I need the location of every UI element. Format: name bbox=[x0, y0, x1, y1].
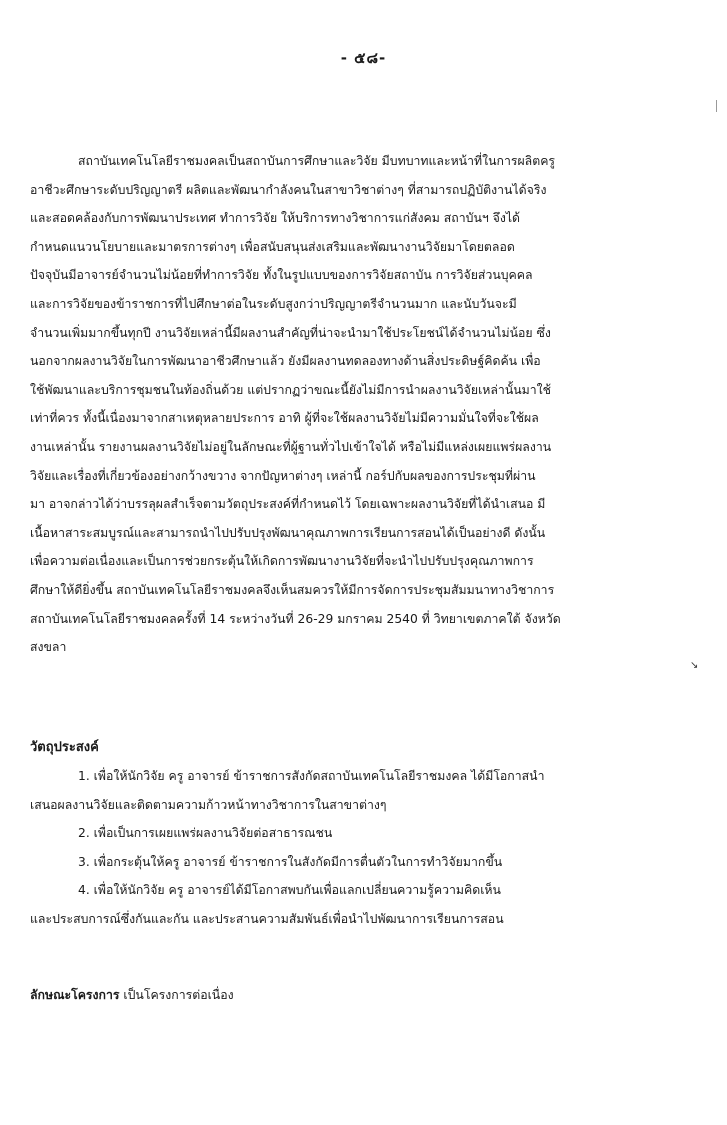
intro-line: มา อาจกล่าวได้ว่าบรรลุผลสำเร็จตามวัตถุประสงค์ที่กำหนดไว้ โดยเฉพาะผลงานวิจัยที่ได้นำเสนอ มี bbox=[30, 497, 546, 512]
intro-line: ศึกษาให้ดียิ่งขึ้น สถาบันเทคโนโลยีราชมงคลจึงเห็นสมควรให้มีการจัดการประชุมสัมมนาทางวิชาการ bbox=[30, 582, 555, 597]
page-number: - ๕๘- bbox=[340, 49, 387, 67]
project-type-value: เป็นโครงการต่อเนื่อง bbox=[123, 988, 234, 1002]
intro-line: อาชีวะศึกษาระดับปริญญาตรี ผลิตและพัฒนากำลังคนในสาขาวิชาต่างๆ ที่สามารถปฏิบัติงานได้จริง bbox=[30, 182, 547, 197]
intro-line: เท่าที่ควร ทั้งนี้เนื่องมาจากสาเหตุหลายประการ อาทิ ผู้ที่จะใช้ผลงานวิจัยไม่มีความมั่นใจที่จะใช้ผล bbox=[30, 411, 539, 426]
intro-line: และสอดคล้องกับการพัฒนาประเทศ ทำการวิจัย ให้บริการทางวิชาการแก่สังคม สถาบันฯ จึงได้ bbox=[30, 211, 521, 226]
intro-line: สถาบันเทคโนโลยีราชมงคลเป็นสถาบันการศึกษาและวิจัย มีบทบาทและหน้าที่ในการผลิตครู bbox=[78, 154, 556, 168]
objective-item: 1. เพื่อให้นักวิจัย ครู อาจารย์ ข้าราชการสังกัดสถาบันเทคโนโลยีราชมงคล ได้มีโอกาสนำ bbox=[78, 769, 545, 783]
intro-line: นอกจากผลงานวิจัยในการพัฒนาอาชีวศึกษาแล้ว ยังมีผลงานทดลองทางด้านสิ่งประดิษฐ์คิดค้น เพื่อ bbox=[30, 354, 541, 369]
objectives-list bbox=[30, 762, 678, 934]
objective-item: 3. เพื่อกระตุ้นให้ครู อาจารย์ ข้าราชการในสังกัดมีการตื่นตัวในการทำวิจัยมากขึ้น bbox=[78, 854, 503, 869]
project-type bbox=[30, 986, 234, 1005]
objective-item: 4. เพื่อให้นักวิจัย ครู อาจารย์ได้มีโอกาสพบกันเพื่อแลกเปลี่ยนความรู้ความคิดเห็น bbox=[78, 883, 501, 898]
objective-item-continuation: เสนอผลงานวิจัยและติดตามความก้าวหน้าทางวิชาการในสาขาต่างๆ bbox=[30, 797, 387, 812]
intro-line: กำหนดแนวนโยบายและมาตรการต่างๆ เพื่อสนับสนุนส่งเสริมและพัฒนางานวิจัยมาโดยตลอด bbox=[30, 239, 515, 254]
side-mark: ↘ bbox=[690, 660, 699, 671]
intro-line: สถาบันเทคโนโลยีราชมงคลครั้งที่ 14 ระหว่างวันที่ 26-29 มกราคม 2540 ที่ วิทยาเขตภาคใต้ จังหวัด bbox=[30, 611, 561, 626]
intro-line: เนื้อหาสาระสมบูรณ์และสามารถนำไปปรับปรุงพัฒนาคุณภาพการเรียนการสอนได้เป็นอย่างดี ดังนั้น bbox=[30, 525, 546, 540]
intro-line: ใช้พัฒนาและบริการชุมชนในท้องถิ่นด้วย แต่ปรากฏว่าขณะนี้ยังไม่มีการนำผลงานวิจัยเหล่านั้นมาใช้ bbox=[30, 382, 552, 397]
objective-item-continuation: และประสบการณ์ซึ่งกันและกัน และประสานความสัมพันธ์เพื่อนำไปพัฒนาการเรียนการสอน bbox=[30, 911, 504, 926]
intro-line: และการวิจัยของข้าราชการที่ไปศึกษาต่อในระดับสูงกว่าปริญญาตรีจำนวนมาก และนับวันจะมี bbox=[30, 296, 517, 311]
project-type-label: ลักษณะโครงการ bbox=[30, 988, 120, 1002]
intro-paragraph bbox=[30, 147, 678, 662]
intro-line: ปัจจุบันมีอาจารย์จำนวนไม่น้อยที่ทำการวิจัย ทั้งในรูปแบบของการวิจัยสถาบัน การวิจัยส่วนบุคคล bbox=[30, 268, 533, 283]
objectives-heading: วัตถุประสงค์ bbox=[30, 740, 99, 755]
intro-line: สงขลา bbox=[30, 640, 67, 655]
intro-line: งานเหล่านั้น รายงานผลงานวิจัยไม่อยู่ในลักษณะที่ผู้ฐานทั่วไปเข้าใจได้ หรือไม่มีแหล่งเผยแพร่ผลงาน bbox=[30, 439, 552, 454]
intro-line: เพื่อความต่อเนื่องและเป็นการช่วยกระตุ้นให้เกิดการพัฒนางานวิจัยที่จะนำไปปรับปรุงคุณภาพการ bbox=[30, 554, 534, 569]
intro-line: จำนวนเพิ่มมากขึ้นทุกปี งานวิจัยเหล่านี้มีผลงานสำคัญที่น่าจะนำมาใช้ประโยชน์ได้จำนวนไม่น้อย ซึ่ง bbox=[30, 325, 551, 340]
intro-line: วิจัยและเรื่องที่เกี่ยวข้องอย่างกว้างขวาง จากปัญหาต่างๆ เหล่านี้ กอร์ปกับผลของการประชุมที่ผ่าน bbox=[30, 468, 536, 483]
edge-mark bbox=[716, 100, 717, 112]
objective-item: 2. เพื่อเป็นการเผยแพร่ผลงานวิจัยต่อสาธารณชน bbox=[78, 826, 333, 841]
